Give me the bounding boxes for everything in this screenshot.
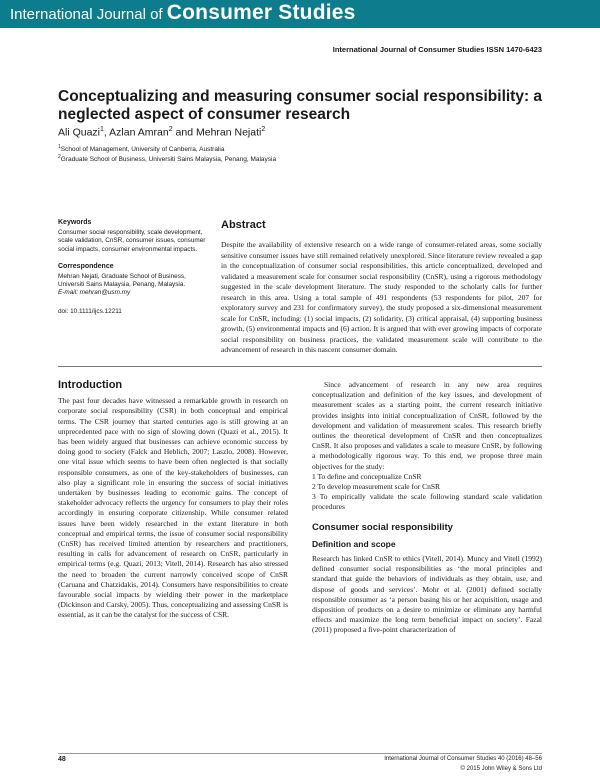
section-divider: [58, 366, 542, 367]
footer-citation: International Journal of Consumer Studies 40 (2016) 48–56: [384, 756, 542, 762]
body-column-left: [58, 380, 288, 621]
page-number: 48: [58, 756, 66, 763]
footer-copyright: © 2015 John Wiley & Sons Ltd: [460, 766, 542, 772]
abstract-heading: Abstract: [221, 219, 266, 231]
intro-paragraph-1: The past four decades have witnessed a remarkable growth in research on corporate social responsibility (CSR) in both conceptual and empirical terms. The CSR journey that started centuries ago is still growing at an unprecedented pace with no sign of slowing down (Quazi et al., 2015). It has been widely argued that businesses can achieve economic success by doing good to society (Falck and Heblich, 2007; Laszlo, 2008). However, one vital issue which seems to have been often neglected is that socially responsible consumers, as one of the key-stakeholders of businesses, can also play a significant role in ensuring the success of social initiatives undertaken by businesses leading to economic gains. The concept of stakeholder advocacy reflects the urgency for consumers to play their roles accordingly in ensuring corporate citizenship. While consumer related issues have been widely researched in the extant literature in both conceptual and empirical terms, the issue of consumer social responsibility (CnSR) has received limited attention by researchers and practitioners, resulting in calls for advancement of research on CnSR, particularly in empirical terms (e.g. Quazi, 2013; Vitell, 2014). Research has also stressed the need to broaden the current narrowly conceived scope of CnSR (Caruana and Chatzidakis, 2014). Consumers have responsibilities to create favourable social impacts by wielding their power in the marketplace (Dickinson and Carsky, 2005). Thus, conceptualizing and assessing CnSR is essential, as it can be the catalyst for the success of CSR.: [58, 396, 288, 620]
abstract-text: Despite the availability of extensive research on a wide range of consumer-related areas, some socially sensitive consumer issues have still remained relatively unexplored. Since literature review revealed a gap in the conceptualization of consumer social responsibilities, this article conceptualized, developed and validated a measurement scale for consumer social responsibility (CnSR), using a rigorous methodology suggested in the scale development literature. The study responded to the scholarly calls for further research in this area. Using a total sample of 491 respondents (53 respondents for pilot, 207 for exploratory survey and 231 for confirmatory survey), the study proposed a six-dimensional measurement scale for CnSR, including: (1) social impacts, (2) solidarity, (3) critical appraisal, (4) supporting business growth, (5) environmental impacts and (6) action. It is argued that with ever growing impacts of corporate social responsibility on business practices, the validated measurement scale will contribute to the advancement of research in this nascent consumer domain.: [221, 240, 542, 354]
affiliation-2: $^2$Graduate School of Business, Universiti Sains Malaysia, Penang, Malaysia: [58, 154, 277, 164]
csr-heading: Consumer social responsibility: [312, 521, 453, 533]
correspondence-email[interactable]: E-mail: mehran@usm.my: [58, 289, 131, 297]
correspondence-heading: Correspondence: [58, 262, 114, 270]
intro-paragraph-2: Since advancement of research in any new area requires conceptualization and definition of the key issues, and development of measurement scales as a starting point, the current research initiative provides insights into initial conceptualization of CnSR, followed by the development and validation of measurement scales. This research briefly outlines the theoretical development of CnSR and then conceptualizes CnSR. It also proposes and validates a scale to measure CnSR, by following a methodologically rigorous way. To this end, we propose three main objectives for the study:: [312, 380, 542, 471]
journal-name: International Journal of Consumer Studies: [10, 1, 356, 24]
affiliation-1: $^1$School of Management, University of Canberra, Australia: [58, 144, 225, 154]
doi-link[interactable]: doi: 10.1111/ijcs.12211: [58, 307, 122, 315]
keywords-text: Consumer social responsibility, scale development, scale validation, CnSR, consumer issues, consumer social impacts, consumer environmental impacts.: [58, 229, 206, 253]
journal-banner: [0, 0, 600, 28]
article-title: Conceptualizing and measuring consumer social responsibility: a neglected aspect of consumer research: [58, 88, 543, 123]
definition-subheading: Definition and scope: [312, 538, 396, 549]
objectives-list: [312, 472, 542, 513]
correspondence-text: Mehran Nejati, Graduate School of Business, Universiti Sains Malaysia, Penang, Malaysia.: [58, 273, 186, 289]
author-list: Ali Quazi$^1$, Azlan Amran$^2$ and Mehran Nejati$^2$: [58, 126, 266, 139]
body-column-right: [312, 380, 542, 636]
keywords-heading: Keywords: [58, 219, 92, 226]
csr-paragraph: Research has linked CnSR to ethics (Vitell, 2014). Muncy and Vitell (1992) defined consumer social responsibilities as ‘the moral principles and standard that guide the behaviors of individuals as they obtain, use, and dispose of goods and services’. Mohr et al. (2001) defined socially responsible consumer as ‘a person basing his or her acquisition, usage and disposition of products on a desire to minimize or eliminate any harmful effects and maximize the long term beneficial impact on society’. Fazal (2011) proposed a five-point characterization of: [312, 554, 542, 635]
list-item: 2 To develop measurement scale for CnSR: [312, 482, 441, 492]
issn-line: International Journal of Consumer Studies ISSN 1470-6423: [332, 45, 542, 54]
introduction-heading: Introduction: [58, 379, 123, 391]
list-item: 1 To define and conceptualize CnSR: [312, 471, 422, 481]
footer-divider: [58, 753, 542, 754]
list-item: 3 To empirically validate the scale following standard scale validation procedures: [312, 492, 542, 512]
article-info-column: [58, 219, 208, 316]
